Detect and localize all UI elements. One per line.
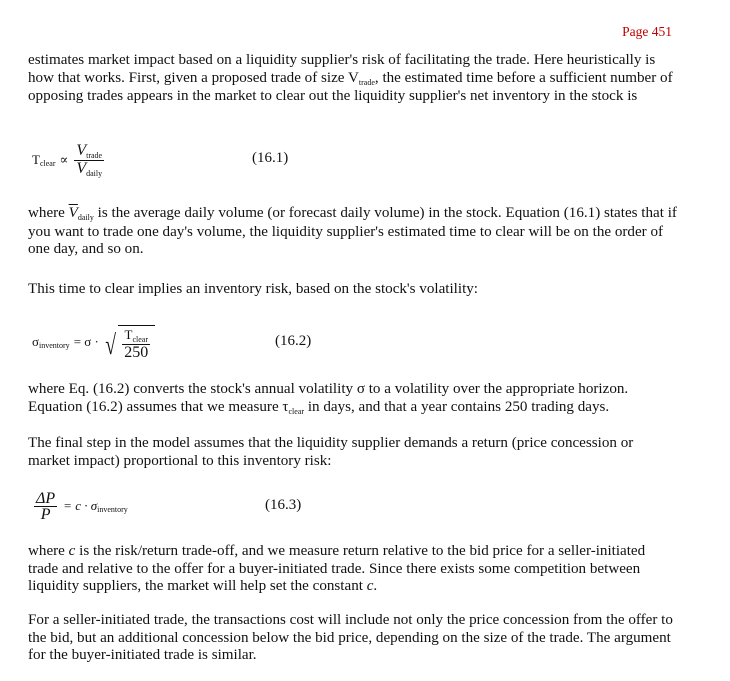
equation-16-3 xyxy=(32,486,128,526)
eq1-proportional-sign: ∝ xyxy=(59,152,69,167)
paragraph-where-rest: is the average daily volume (or forecast daily volume) in the stock. Equation (16.1) states that if you want to trade one day's volume, the liquidity supplier's estimated time to clear will be on the order of one day, and so on. xyxy=(28,205,677,258)
eq2-operator: = σ · xyxy=(73,334,99,349)
eq2-denominator: 250 xyxy=(124,343,149,361)
eq2-fraction xyxy=(122,327,150,360)
eq3-fraction xyxy=(34,491,57,522)
eq3-number: (16.3) xyxy=(265,497,302,513)
eq2-numerator: T xyxy=(124,326,133,342)
eq3-denominator: P xyxy=(40,505,51,523)
paragraph-eq2-rest: in days, and that a year contains 250 trading days. xyxy=(304,398,610,415)
paragraph-eq2-explanation xyxy=(28,381,678,417)
constant-c-symbol-2: c xyxy=(366,578,374,595)
eq3-operator: = c · σ xyxy=(63,498,98,513)
paragraph-eq2-text: where Eq. (16.2) converts the stock's annual volatility σ to a volatility over the appropriate horizon. Equation (16.2) assumes that we measure τ xyxy=(28,381,629,415)
eq1-denominator: V xyxy=(76,159,87,177)
eq2-square-root xyxy=(103,325,155,360)
paragraph-final-step: The final step in the model assumes that the liquidity supplier demands a return (price concession or market impact) proportional to this inventory risk: xyxy=(28,435,634,469)
eq1-lhs-subscript: clear xyxy=(39,158,56,168)
paragraph-intro xyxy=(28,52,678,106)
equation-16-1 xyxy=(32,140,106,180)
eq1-number: (16.1) xyxy=(252,150,289,166)
eq2-lhs-subscript: inventory xyxy=(39,340,70,350)
paragraph-intro-rest: , the estimated time before a sufficient number of opposing trades appears in the market to clear out the liquidity supplier's net inventory in the stock is xyxy=(28,69,673,105)
paragraph-risk-return-end: . xyxy=(373,578,378,595)
v-trade-subscript: trade xyxy=(358,77,375,87)
eq2-number: (16.2) xyxy=(275,333,312,349)
radical-sign-icon: √ xyxy=(105,329,116,361)
paragraph-seller-initiated: For a seller-initiated trade, the transactions cost will include not only the price concession from the offer to the bid, but an additional concession below the bid price, depending on the size of the trade. The argument for the buyer-initiated trade is similar. xyxy=(28,612,673,664)
eq1-numerator-subscript: trade xyxy=(86,150,103,160)
eq1-fraction xyxy=(74,143,104,178)
eq2-lhs: σ xyxy=(32,334,40,349)
paragraph-time-to-clear: This time to clear implies an inventory risk, based on the stock's volatility: xyxy=(28,281,478,297)
tau-clear-subscript: clear xyxy=(288,406,305,416)
paragraph-intro-text: estimates market impact based on a liquidity supplier's risk of facilitating the trade. Here heuristically is how that works. First, given a proposed trade of size V xyxy=(28,52,656,86)
paragraph-risk-return-start: where xyxy=(28,543,69,559)
equation-16-2 xyxy=(32,322,155,362)
eq2-numerator-subscript: clear xyxy=(132,334,148,344)
v-daily-symbol: $\overline{V}$ xyxy=(68,205,78,221)
eq1-numerator: V xyxy=(76,141,87,159)
paragraph-where-daily xyxy=(28,205,678,259)
constant-c-symbol: c xyxy=(68,543,76,559)
eq3-numerator: ΔP xyxy=(36,489,56,507)
page-number: Page 451 xyxy=(622,24,672,39)
paragraph-risk-return xyxy=(28,543,678,596)
eq1-denominator-subscript: daily xyxy=(86,168,103,178)
eq1-lhs: T xyxy=(32,152,40,167)
paragraph-where-prefix: where xyxy=(28,205,65,221)
paragraph-risk-return-text: is the risk/return trade-off, and we measure return relative to the bid price for a seller-initiated trade and relative to the offer for a buyer-initiated trade. Since there exists some competition between liquidity suppliers, the market will help set the constant xyxy=(28,543,646,595)
eq3-subscript: inventory xyxy=(97,504,128,514)
v-daily-subscript: daily xyxy=(77,213,94,222)
